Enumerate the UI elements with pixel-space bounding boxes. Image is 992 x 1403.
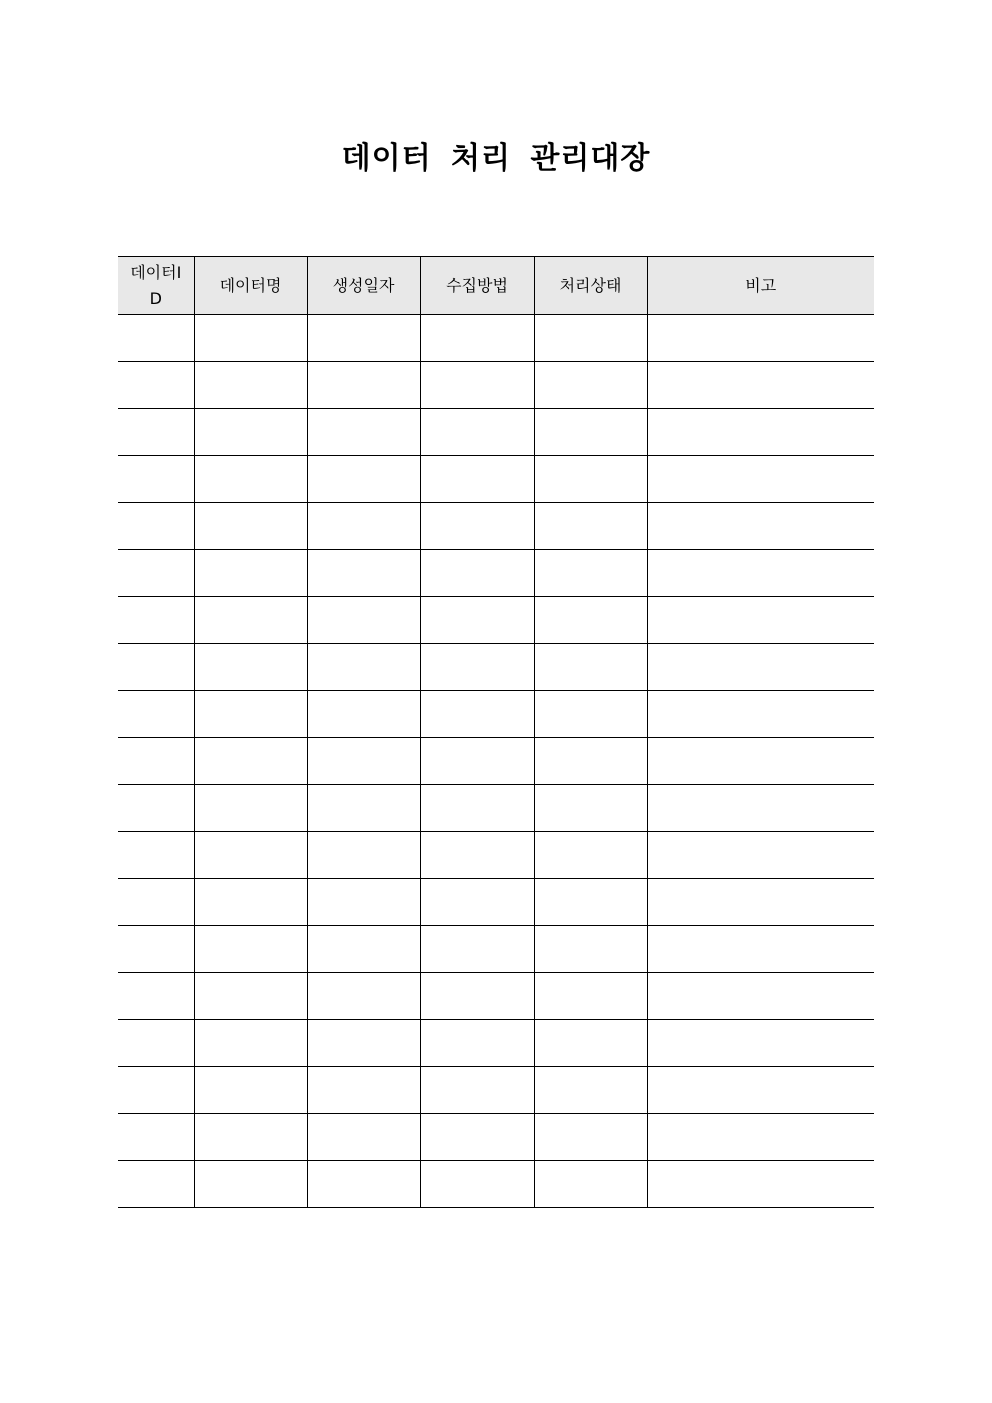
table-row [118,550,874,597]
column-header-collection-method: 수집방법 [420,257,534,315]
cell-created-date [307,1114,420,1161]
cell-data-id [118,1067,194,1114]
cell-data-id [118,597,194,644]
cell-data-name [194,1114,307,1161]
cell-data-id [118,1114,194,1161]
table-row [118,644,874,691]
column-header-remarks: 비고 [647,257,874,315]
cell-data-name [194,644,307,691]
table-row [118,315,874,362]
cell-data-id [118,738,194,785]
cell-collection-method [420,1114,534,1161]
cell-collection-method [420,315,534,362]
cell-data-name [194,926,307,973]
cell-created-date [307,691,420,738]
cell-data-id [118,973,194,1020]
cell-processing-status [534,785,647,832]
cell-data-id [118,691,194,738]
table-row [118,1161,874,1208]
cell-processing-status [534,973,647,1020]
cell-collection-method [420,738,534,785]
cell-data-name [194,597,307,644]
cell-collection-method [420,1020,534,1067]
cell-processing-status [534,1020,647,1067]
cell-data-id [118,503,194,550]
data-processing-register-table [118,256,874,1208]
cell-processing-status [534,1067,647,1114]
cell-processing-status [534,1161,647,1208]
cell-data-name [194,1067,307,1114]
cell-created-date [307,315,420,362]
cell-collection-method [420,503,534,550]
table-row [118,785,874,832]
cell-collection-method [420,691,534,738]
table-row [118,973,874,1020]
cell-remarks [647,1161,874,1208]
cell-data-id [118,315,194,362]
cell-processing-status [534,691,647,738]
cell-created-date [307,879,420,926]
cell-processing-status [534,738,647,785]
table-row [118,1020,874,1067]
cell-collection-method [420,550,534,597]
cell-data-name [194,738,307,785]
table-row [118,832,874,879]
cell-created-date [307,456,420,503]
cell-collection-method [420,362,534,409]
table-row [118,503,874,550]
table-row [118,362,874,409]
cell-created-date [307,1067,420,1114]
table-row [118,738,874,785]
cell-remarks [647,785,874,832]
table-row [118,597,874,644]
cell-processing-status [534,597,647,644]
cell-data-name [194,691,307,738]
cell-collection-method [420,644,534,691]
cell-data-id [118,879,194,926]
cell-data-id [118,1161,194,1208]
cell-collection-method [420,785,534,832]
cell-remarks [647,973,874,1020]
table-row [118,691,874,738]
cell-remarks [647,644,874,691]
column-header-created-date: 생성일자 [307,257,420,315]
table-row [118,879,874,926]
cell-data-id [118,1020,194,1067]
cell-data-id [118,362,194,409]
column-header-data-id: 데이터ID [118,257,194,315]
cell-processing-status [534,879,647,926]
cell-data-name [194,503,307,550]
cell-collection-method [420,409,534,456]
cell-collection-method [420,926,534,973]
cell-remarks [647,503,874,550]
cell-created-date [307,1161,420,1208]
cell-created-date [307,550,420,597]
cell-data-name [194,973,307,1020]
cell-data-name [194,879,307,926]
cell-data-name [194,1161,307,1208]
cell-remarks [647,362,874,409]
table-row [118,1067,874,1114]
cell-processing-status [534,456,647,503]
cell-collection-method [420,456,534,503]
cell-remarks [647,315,874,362]
cell-remarks [647,926,874,973]
cell-created-date [307,409,420,456]
cell-data-id [118,456,194,503]
cell-data-name [194,550,307,597]
cell-processing-status [534,362,647,409]
cell-created-date [307,597,420,644]
cell-collection-method [420,597,534,644]
cell-processing-status [534,644,647,691]
cell-data-name [194,409,307,456]
cell-collection-method [420,973,534,1020]
cell-data-name [194,315,307,362]
cell-data-name [194,832,307,879]
cell-collection-method [420,1067,534,1114]
table-row [118,409,874,456]
cell-processing-status [534,409,647,456]
cell-created-date [307,503,420,550]
cell-remarks [647,550,874,597]
table-body [118,315,874,1208]
cell-remarks [647,456,874,503]
cell-remarks [647,1020,874,1067]
cell-created-date [307,832,420,879]
cell-data-id [118,644,194,691]
cell-created-date [307,1020,420,1067]
cell-remarks [647,738,874,785]
table-row [118,456,874,503]
cell-data-name [194,785,307,832]
cell-remarks [647,691,874,738]
table-row [118,926,874,973]
cell-remarks [647,1114,874,1161]
column-header-data-name: 데이터명 [194,257,307,315]
cell-collection-method [420,1161,534,1208]
cell-processing-status [534,926,647,973]
cell-data-name [194,362,307,409]
cell-created-date [307,973,420,1020]
cell-remarks [647,879,874,926]
cell-data-id [118,409,194,456]
table-header-row [118,257,874,315]
cell-created-date [307,785,420,832]
cell-processing-status [534,550,647,597]
cell-data-name [194,1020,307,1067]
cell-created-date [307,926,420,973]
column-header-processing-status: 처리상태 [534,257,647,315]
cell-created-date [307,738,420,785]
cell-data-id [118,926,194,973]
cell-collection-method [420,879,534,926]
table-row [118,1114,874,1161]
cell-created-date [307,362,420,409]
cell-processing-status [534,315,647,362]
cell-remarks [647,597,874,644]
cell-data-name [194,456,307,503]
cell-data-id [118,832,194,879]
cell-data-id [118,785,194,832]
cell-processing-status [534,832,647,879]
page-title: 데이터 처리 관리대장 [341,141,651,176]
cell-processing-status [534,503,647,550]
cell-remarks [647,832,874,879]
cell-processing-status [534,1114,647,1161]
cell-created-date [307,644,420,691]
cell-remarks [647,409,874,456]
cell-remarks [647,1067,874,1114]
cell-data-id [118,550,194,597]
cell-collection-method [420,832,534,879]
